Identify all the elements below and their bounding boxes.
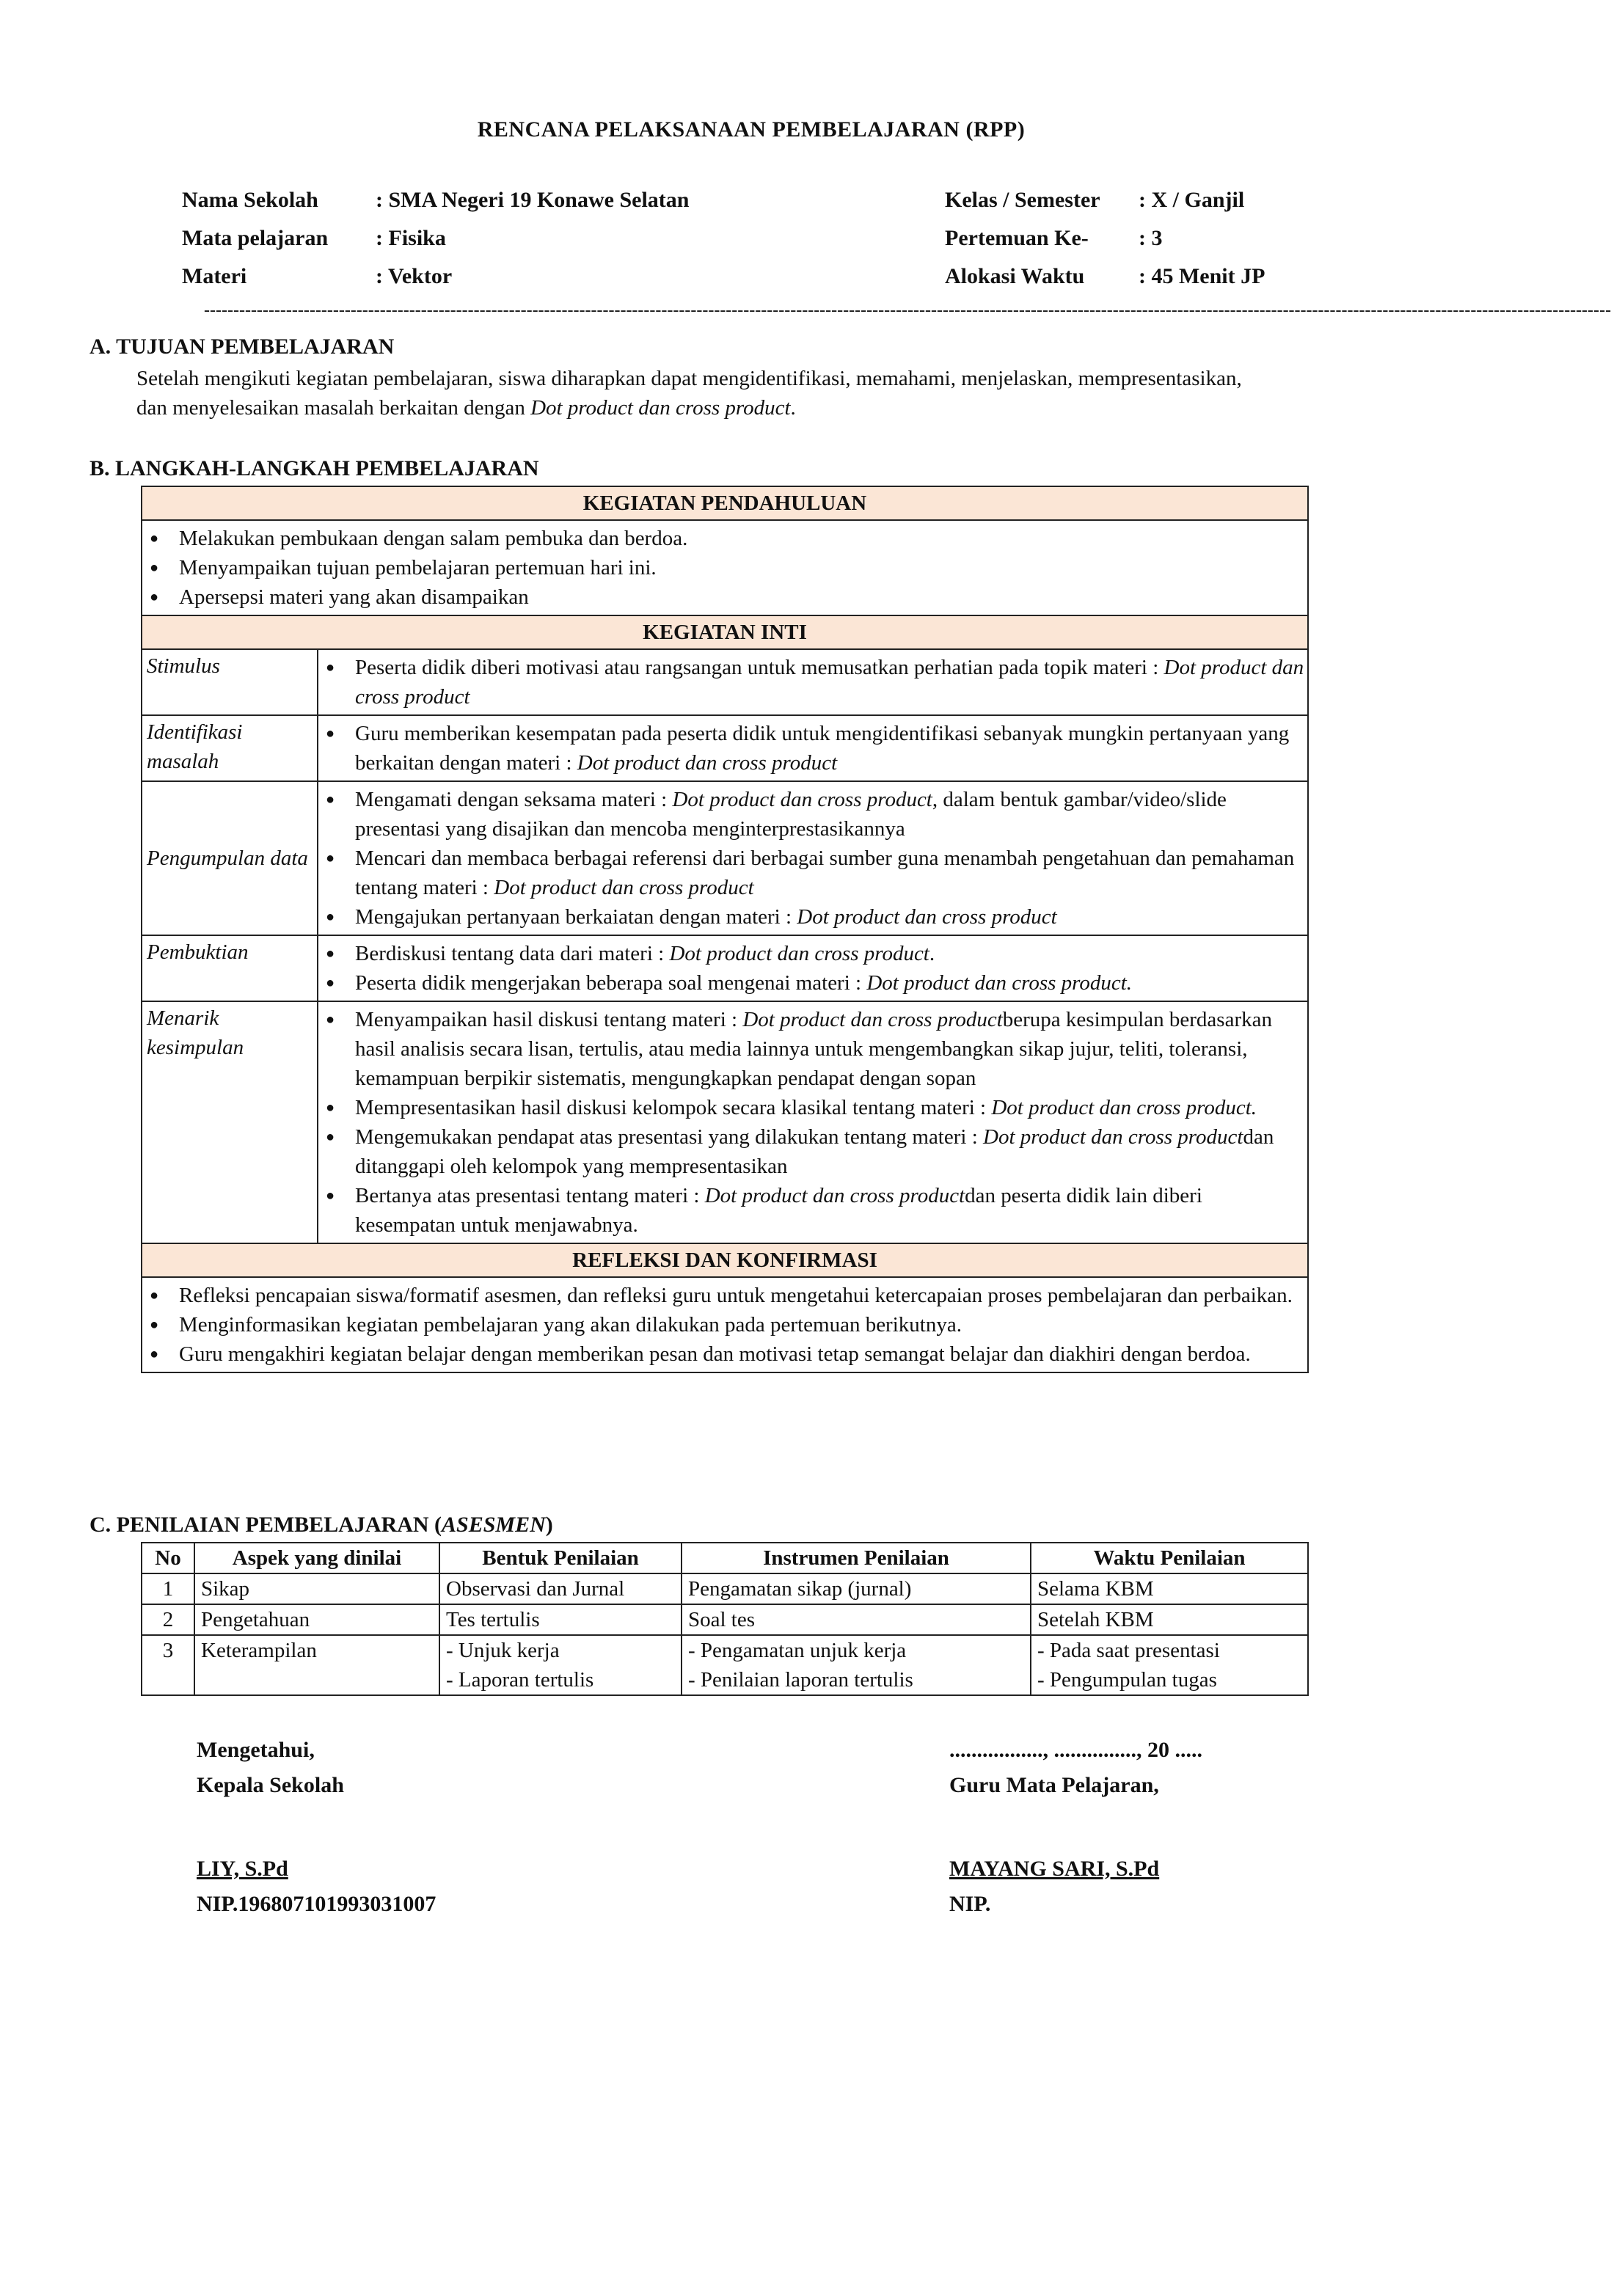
section-a-period: .	[790, 396, 796, 420]
identity-label: Pertemuan Ke-	[945, 226, 1089, 250]
pengumpulan-list	[318, 782, 1307, 935]
list-item: ● Refleksi pencapaian siswa/formatif asesmen, dan refleksi guru untuk mengetahui ketercapaian proses pembelajaran dan perbaikan.	[142, 1281, 1307, 1310]
inti-header: KEGIATAN INTI	[142, 615, 1308, 649]
pendahuluan-header: KEGIATAN PENDAHULUAN	[142, 486, 1308, 520]
list-item	[318, 902, 1307, 932]
item-topic: Dot product dan cross product	[704, 1184, 965, 1207]
identity-value: : SMA Negeri 19 Konawe Selatan	[376, 188, 690, 212]
pembuktian-cell	[318, 935, 1308, 1001]
signature-right-name: MAYANG SARI, S.Pd	[949, 1857, 1160, 1881]
item-topic: Dot product dan cross product	[355, 656, 1304, 709]
identity-label: Nama Sekolah	[182, 188, 318, 212]
menarik-cell	[318, 1001, 1308, 1243]
item-topic: Dot product dan cross product	[672, 788, 932, 811]
item-topic: Dot product dan cross product	[494, 876, 754, 899]
signature-right-nip: NIP.	[949, 1892, 991, 1916]
cell-line: - Unjuk kerja	[446, 1639, 560, 1662]
column-header: No	[142, 1543, 194, 1573]
item-text: Berdiskusi tentang data dari materi :	[355, 942, 670, 965]
section-a-text	[136, 364, 1428, 423]
stimulus-label: Stimulus	[142, 649, 318, 715]
stimulus-list	[318, 650, 1307, 714]
item-text: Mencari dan membaca berbagai referensi dari berbagai sumber guna menambah pengetahuan dan pemahaman tentang materi :	[355, 847, 1295, 899]
document-title: RENCANA PELAKSANAAN PEMBELAJARAN (RPP)	[477, 117, 1026, 142]
cell-aspek: Keterampilan	[194, 1635, 439, 1695]
item-text: Mengajukan pertanyaan berkaiatan dengan materi :	[355, 905, 797, 929]
signature-right-name-block	[949, 1851, 1159, 1922]
cell-line: - Pada saat presentasi	[1037, 1639, 1220, 1662]
item-text: Bertanya atas presentasi tentang materi :	[355, 1184, 705, 1207]
item-text: dan peserta didik lain diberi kesempatan untuk menjawabnya.	[355, 1184, 1202, 1237]
section-a-topic: Dot product dan cross product	[530, 396, 791, 420]
item-text: Mengamati dengan seksama materi :	[355, 788, 673, 811]
cell-bentuk: Observasi dan Jurnal	[439, 1573, 682, 1604]
list-item	[318, 1005, 1307, 1093]
item-topic: Dot product dan cross product	[983, 1125, 1243, 1149]
item-text: Peserta didik diberi motivasi atau rangsangan untuk memusatkan perhatian pada topik materi :	[355, 656, 1164, 679]
assessment-table	[141, 1542, 1309, 1696]
cell-waktu	[1031, 1635, 1308, 1695]
identity-value: : 3	[1139, 226, 1163, 250]
item-topic: Dot product dan cross product	[577, 751, 838, 775]
item-text: Peserta didik mengerjakan beberapa soal mengenai materi :	[355, 971, 867, 995]
cell-instrumen	[682, 1635, 1031, 1695]
cell-waktu: Selama KBM	[1031, 1573, 1308, 1604]
list-item: ● Apersepsi materi yang akan disampaikan	[142, 582, 1307, 612]
section-a-heading: A. TUJUAN PEMBELAJARAN	[90, 334, 395, 359]
signature-right-role: Guru Mata Pelajaran,	[949, 1773, 1159, 1797]
pendahuluan-cell	[142, 520, 1308, 615]
table-row	[142, 1604, 1308, 1635]
list-item	[318, 968, 1307, 998]
section-c-heading-italic: ASESMEN	[442, 1513, 546, 1537]
list-item: ● Menginformasikan kegiatan pembelajaran yang akan dilakukan pada pertemuan berikutnya.	[142, 1310, 1307, 1339]
item-text: Mempresentasikan hasil diskusi kelompok secara klasikal tentang materi :	[355, 1096, 992, 1119]
cell-no: 3	[142, 1635, 194, 1695]
list-item	[318, 1181, 1307, 1240]
list-item: ● Menyampaikan tujuan pembelajaran pertemuan hari ini.	[142, 553, 1307, 582]
signature-right	[949, 1733, 1202, 1803]
identity-label: Mata pelajaran	[182, 226, 329, 250]
list-item: ● Guru mengakhiri kegiatan belajar dengan memberikan pesan dan motivasi tetap semangat belajar dan diakhiri dengan berdoa.	[142, 1339, 1307, 1369]
refleksi-cell	[142, 1277, 1308, 1372]
item-topic: Dot product dan cross product	[742, 1008, 1003, 1031]
cell-bentuk	[439, 1635, 682, 1695]
pengumpulan-cell	[318, 781, 1308, 935]
cell-instrumen: Soal tes	[682, 1604, 1031, 1635]
item-text: berupa kesimpulan berdasarkan hasil analisis secara lisan, tertulis, atau media lainnya untuk mengembangkan sikap jujur, teliti, toleransi, kemampuan berpikir sistematis, mengungkapkan pendapat dengan sopan	[355, 1008, 1272, 1090]
menarik-label: Menarik kesimpulan	[142, 1001, 318, 1243]
table-row	[142, 1635, 1308, 1695]
cell-line: - Laporan tertulis	[446, 1668, 594, 1692]
pembuktian-label: Pembuktian	[142, 935, 318, 1001]
cell-line: - Pengamatan unjuk kerja	[688, 1639, 907, 1662]
signature-left-nip: NIP.196807101993031007	[197, 1892, 436, 1916]
item-topic: Dot product dan cross product	[669, 942, 929, 965]
identity-value: : 45 Menit JP	[1139, 264, 1265, 288]
column-header: Instrumen Penilaian	[682, 1543, 1031, 1573]
list-item	[318, 653, 1307, 712]
signature-left-name: LIY, S.Pd	[197, 1857, 288, 1881]
list-item	[318, 939, 1307, 968]
column-header: Aspek yang dinilai	[194, 1543, 439, 1573]
pengumpulan-label: Pengumpulan data	[142, 781, 318, 935]
pembuktian-list	[318, 936, 1307, 1001]
pendahuluan-list	[142, 521, 1307, 615]
item-text: .	[929, 942, 935, 965]
cell-line: - Pengumpulan tugas	[1037, 1668, 1217, 1692]
identity-label: Materi	[182, 264, 247, 288]
cell-bentuk: Tes tertulis	[439, 1604, 682, 1635]
identity-value: : Vektor	[376, 264, 453, 288]
identity-value: : X / Ganjil	[1139, 188, 1245, 212]
section-c-heading-close: )	[545, 1513, 553, 1537]
identifikasi-cell	[318, 715, 1308, 781]
signature-left	[197, 1733, 344, 1803]
column-header: Bentuk Penilaian	[439, 1543, 682, 1573]
identifikasi-list	[318, 716, 1307, 780]
learning-steps-table	[141, 486, 1309, 1373]
item-text: dan ditanggapi oleh kelompok yang mempresentasikan	[355, 1125, 1274, 1178]
signature-left-line: Mengetahui,	[197, 1738, 315, 1762]
divider-line: ------------------------------------------------------------------------------------------------------------------------------------------------------------------------------------------------------------------------------------------------	[204, 301, 1611, 320]
item-topic: Dot product dan cross product	[797, 905, 1057, 929]
table-row	[142, 1573, 1308, 1604]
cell-no: 2	[142, 1604, 194, 1635]
refleksi-list	[142, 1278, 1307, 1372]
section-c-heading	[90, 1513, 553, 1538]
refleksi-header: REFLEKSI DAN KONFIRMASI	[142, 1243, 1308, 1277]
stimulus-cell	[318, 649, 1308, 715]
section-a-line: dan menyelesaikan masalah berkaitan dengan	[136, 396, 531, 420]
list-item: ● Melakukan pembukaan dengan salam pembuka dan berdoa.	[142, 524, 1307, 553]
item-text: Mengemukakan pendapat atas presentasi yang dilakukan tentang materi :	[355, 1125, 984, 1149]
column-header: Waktu Penilaian	[1031, 1543, 1308, 1573]
cell-aspek: Sikap	[194, 1573, 439, 1604]
signature-left-role: Kepala Sekolah	[197, 1773, 344, 1797]
list-item	[318, 1122, 1307, 1181]
cell-waktu: Setelah KBM	[1031, 1604, 1308, 1635]
section-c-heading-text: C. PENILAIAN PEMBELAJARAN (	[90, 1513, 442, 1537]
item-text: , dalam bentuk gambar/video/slide presentasi yang disajikan dan mencoba menginterprestasikannya	[355, 788, 1227, 841]
list-item	[318, 719, 1307, 778]
menarik-list	[318, 1002, 1307, 1243]
identifikasi-label: Identifikasi masalah	[142, 715, 318, 781]
item-text: Menyampaikan hasil diskusi tentang materi :	[355, 1008, 743, 1031]
identity-label: Alokasi Waktu	[945, 264, 1085, 288]
list-item	[318, 844, 1307, 902]
item-topic: Dot product dan cross product.	[866, 971, 1133, 995]
signature-left-name-block	[197, 1851, 436, 1922]
cell-no: 1	[142, 1573, 194, 1604]
identity-value: : Fisika	[376, 226, 446, 250]
list-item	[318, 785, 1307, 844]
table-header-row	[142, 1543, 1308, 1573]
item-topic: Dot product dan cross product.	[991, 1096, 1257, 1119]
cell-instrumen: Pengamatan sikap (jurnal)	[682, 1573, 1031, 1604]
signature-right-date: ................., ..............., 20 .....	[949, 1738, 1202, 1762]
section-a-line: Setelah mengikuti kegiatan pembelajaran, siswa diharapkan dapat mengidentifikasi, memahami, menjelaskan, mempresentasikan,	[136, 367, 1242, 390]
cell-aspek: Pengetahuan	[194, 1604, 439, 1635]
identity-label: Kelas / Semester	[945, 188, 1100, 212]
item-text: Guru memberikan kesempatan pada peserta didik untuk mengidentifikasi sebanyak mungkin pertanyaan yang berkaitan dengan materi :	[355, 722, 1290, 775]
list-item	[318, 1093, 1307, 1122]
cell-line: - Penilaian laporan tertulis	[688, 1668, 913, 1692]
section-b-heading: B. LANGKAH-LANGKAH PEMBELAJARAN	[90, 456, 539, 480]
